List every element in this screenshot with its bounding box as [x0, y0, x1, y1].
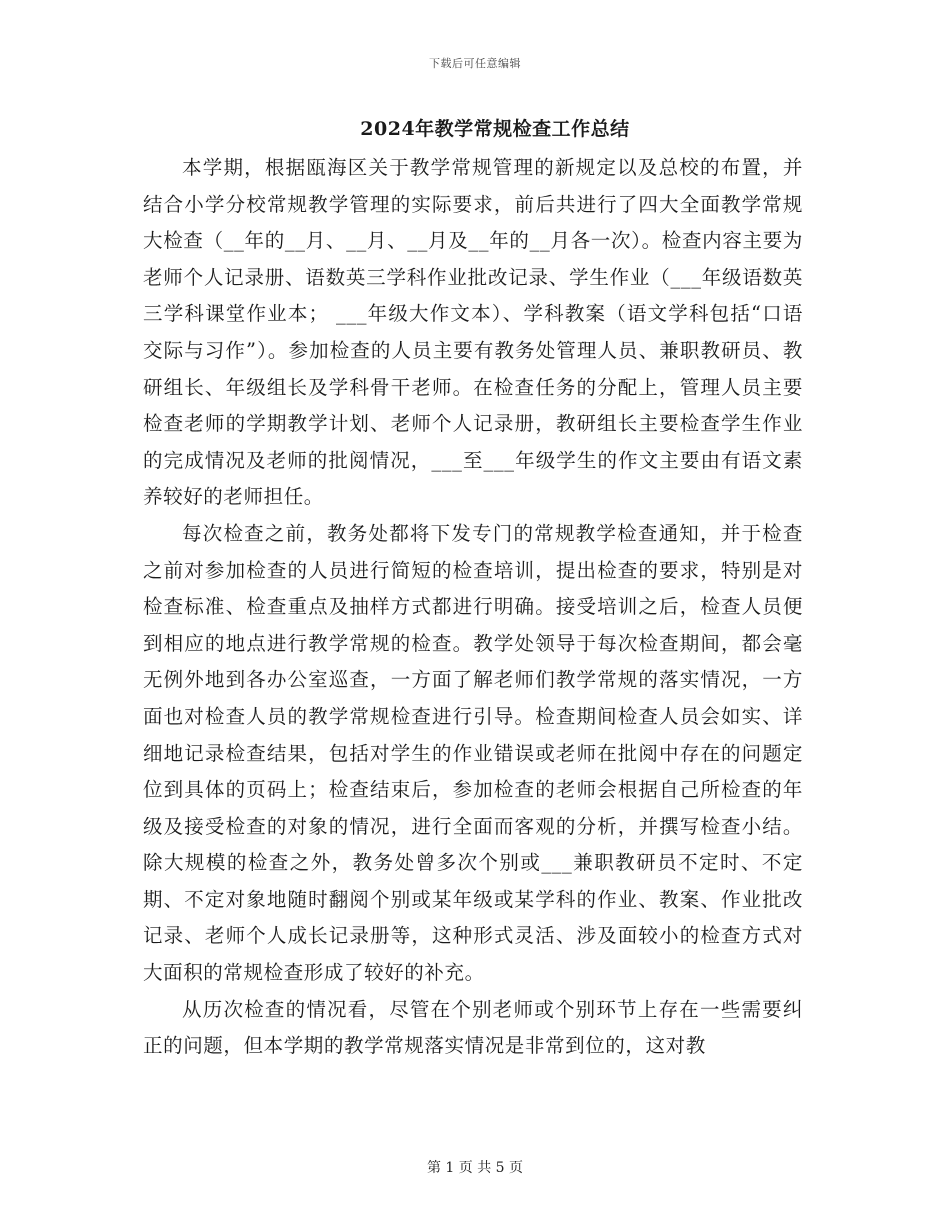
document-title: 2024年教学常规检查工作总结 — [360, 118, 630, 140]
paragraph-1: 本学期，根据瓯海区关于教学常规管理的新规定以及总校的布置，并结合小学分校常规教学管理的实际要求，前后共进行了四大全面教学常规大检查（__年的__月、__月、__月及__年的__月各一次）。检查内容主要为老师个人记录册、语数英三学科作业批改记录、学生作业（___年级语数英三学科课堂作业本； ___年级大作文本）、学科教案（语文学科包括“口语交际与习作”）。参加检查的人员主要有教务处管理人员、兼职教研员、教研组长、年级组长及学科骨干老师。在检查任务的分配上，管理人员主要检查老师的学期教学计划、老师个人记录册，教研组长主要检查学生作业的完成情况及老师的批阅情况，___至___年级学生的作文主要由有语文素养较好的老师担任。 — [143, 156, 803, 509]
paragraph-2: 每次检查之前，教务处都将下发专门的常规教学检查通知，并于检查之前对参加检查的人员进行简短的检查培训，提出检查的要求，特别是对检查标准、检查重点及抽样方式都进行明确。接受培训之后，检查人员便到相应的地点进行教学常规的检查。教学处领导于每次检查期间，都会毫无例外地到各办公室巡查，一方面了解老师们教学常规的落实情况，一方面也对检查人员的教学常规检查进行引导。检查期间检查人员会如实、详细地记录检查结果，包括对学生的作业错误或老师在批阅中存在的问题定位到具体的页码上；检查结束后，参加检查的老师会根据自己所检查的年级及接受检查的对象的情况，进行全面而客观的分析，并撰写检查小结。除大规模的检查之外，教务处曾多次个别或___兼职教研员不定时、不定期、不定对象地随时翻阅个别或某年级或某学科的作业、教案、作业批改记录、老师个人成长记录册等，这种形式灵活、涉及面较小的检查方式对大面积的常规检查形成了较好的补充。 — [143, 521, 803, 985]
header-note: 下载后可任意编辑 — [429, 57, 521, 70]
paragraph-3: 从历次检查的情况看，尽管在个别老师或个别环节上存在一些需要纠正的问题，但本学期的教学常规落实情况是非常到位的，这对教 — [143, 997, 803, 1058]
page-footer: 第 1 页 共 5 页 — [426, 1160, 524, 1176]
document-body — [143, 150, 803, 1065]
